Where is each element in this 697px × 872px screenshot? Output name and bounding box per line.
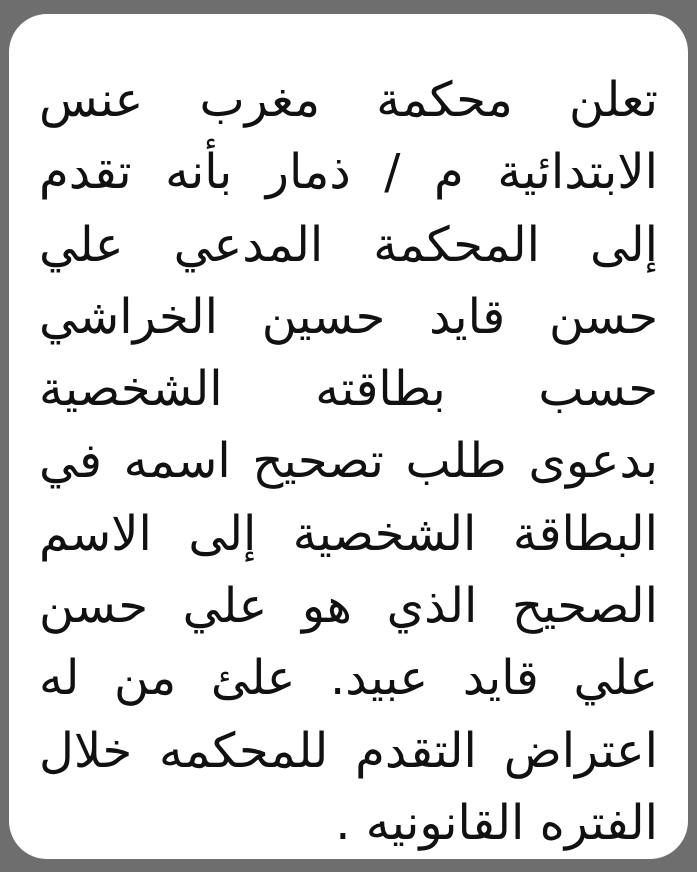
notice-line: الفتره القانونيه . [335, 794, 658, 851]
notice-line: تعلن محكمة مغرب عنس [39, 72, 658, 128]
notice-line: حسن قايد حسين الخراشي [39, 288, 658, 345]
notice-text [39, 64, 658, 859]
notice-line: بدعوى طلب تصحيح اسمه في [39, 433, 658, 490]
notice-line: الابتدائية م / ذمار بأنه تقدم [39, 144, 658, 201]
notice-line: الصحيح الذي هو علي حسن [39, 578, 658, 635]
notice-line: اعتراض التقدم للمحكمه خلال [39, 722, 658, 779]
notice-line: إلى المحكمة المدعي علي [39, 216, 658, 273]
notice-card [9, 14, 688, 859]
notice-line: البطاقة الشخصية إلى الاسم [39, 505, 658, 562]
notice-line: حسب بطاقته الشخصية [39, 361, 658, 418]
notice-line: علي قايد عبيد. علئ من له [39, 650, 658, 707]
